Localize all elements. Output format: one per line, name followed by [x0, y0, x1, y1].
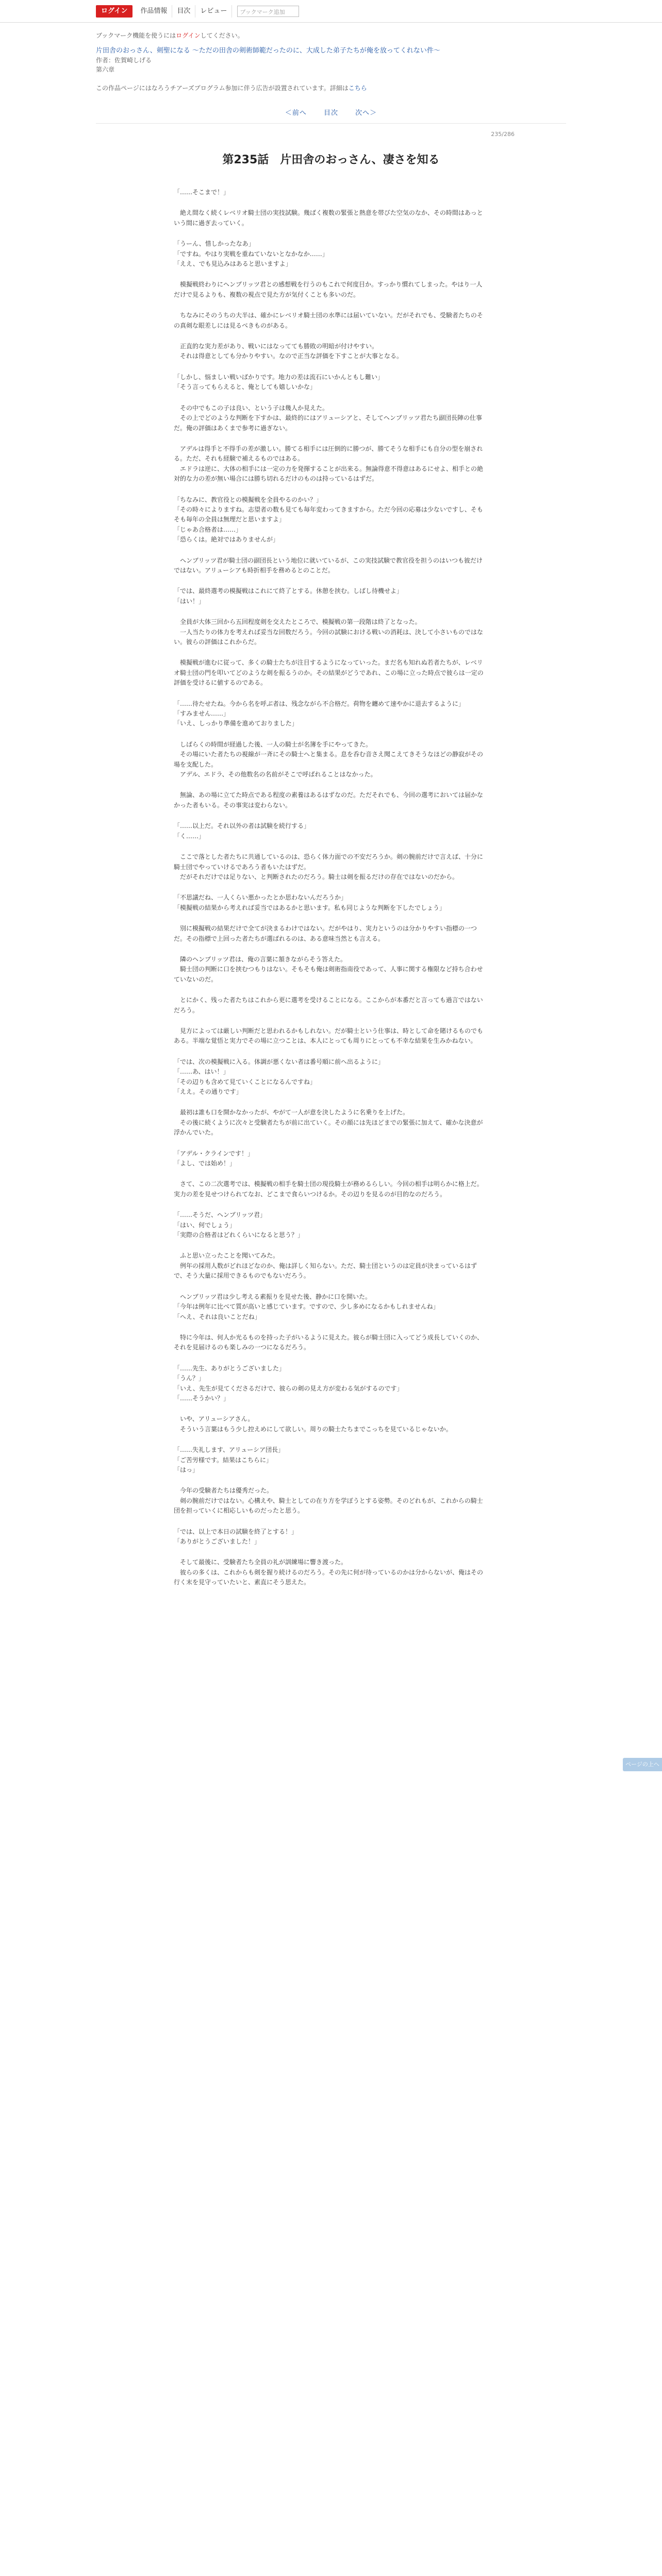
novel-body	[174, 188, 488, 1588]
body-paragraph: ちなみにそのうちの大半は、確かにレベリオ騎士団の水準には届いていない。だがそれでも、受験者たちのその真剣な眼差しには見るべきものがある。	[174, 312, 483, 329]
body-paragraph: 「では、次の模擬戦に入る。体調が悪くない者は番号順に前へ出るように」 「……あ、はい！」 「その辺りも含めて見ていくことになるんですね」 「ええ。その通りです」	[174, 1058, 385, 1095]
body-paragraph: 絶え間なく続くレベリオ騎士団の実技試験。幾ばく複数の緊張と熱意を帯びた空気のなか、その時間はあっという間に過ぎ去っていく。	[174, 209, 483, 227]
body-paragraph: その中でもこの子は良い、という子は幾人か見えた。 その上でどのような判断を下すかは、最終的にはアリューシアと、そしてヘンブリッツ君たち副団長陣の仕事だ。俺の評価はあくまで参考に過ぎない。	[174, 404, 482, 432]
body-paragraph: 特に今年は、何人か光るものを持った子がいるように見えた。彼らが騎士団に入ってどう成長していくのか、それを見届けるのも楽しみの一つになるだろう。	[174, 1333, 484, 1351]
bookmark-add-button[interactable]: ブックマーク追加	[237, 6, 299, 17]
top-bar-inner	[96, 5, 299, 18]
top-bar	[0, 0, 662, 23]
nav-toc[interactable]: 目次	[172, 5, 195, 18]
body-paragraph: 「……そうだ、ヘンブリッツ君」 「はい、何でしょう」 「実際の合格者はどれくらいになると思う？」	[174, 1211, 304, 1239]
main-content	[96, 31, 566, 1588]
notice-prefix: ブックマーク機能を使うには	[96, 32, 176, 39]
body-paragraph: 模擬戦が進むに従って、多くの騎士たちが注目するようになっていった。まだ名も知れぬ若者たちが、レベリオ騎士団の門を叩いてどのような剣を振るうのか。その結果がどうであれ、この場に立った時点で彼らは一定の評価を受けるに値するのである。	[174, 659, 484, 687]
body-paragraph: 「……失礼します、アリューシア団長」 「ご苦労様です。結果はこちらに」 「はっ」	[174, 1446, 284, 1473]
prev-link[interactable]: ＜前へ	[285, 109, 307, 117]
body-paragraph: ヘンブリッツ君が騎士団の副団長という地位に就いているが、この実技試験で教官役を担うのはいつも彼だけではない。アリューシアも時折相手を務めるとのことだ。	[174, 556, 483, 574]
body-paragraph: 「……以上だ。それ以外の者は試験を続行する」 「く……」	[174, 822, 310, 840]
body-paragraph: 「……先生、ありがとうございました」 「うん？」 「いえ、先生が見てくださるだけで、彼らの剣の見え方が変わる気がするのです」 「……そうかい？」	[174, 1364, 403, 1402]
body-paragraph: 隣のヘンブリッツ君は、俺の言葉に頷きながらそう答えた。 騎士団の判断に口を挟むつもりはない。そもそも俺は剣術指南役であって、人事に関する権限など持ち合わせていないのだ。	[174, 955, 483, 983]
body-paragraph: 無論、あの場に立てた時点である程度の素養はあるはずなのだ。ただそれでも、今回の選考においては届かなかった者もいる。その事実は変わらない。	[174, 791, 484, 809]
body-paragraph: 今年の受験者たちは優秀だった。 剣の腕前だけではない。心構えや、騎士としての在り方を学ぼうとする姿勢。そのどれもが、これからの騎士団を担っていくに相応しいものだったと思う。	[174, 1487, 483, 1515]
body-paragraph: 全員が大体三回から五回程度剣を交えたところで、模擬戦の第一段階は終了となった。 一人当たりの体力を考えれば妥当な回数だろう。今回の試験における戦いの消耗は、決して小さいものではない。彼らの評価はこれからだ。	[174, 618, 484, 646]
login-button[interactable]: ログイン	[96, 5, 133, 18]
body-paragraph: 「……そこまで！」	[174, 189, 230, 196]
page-counter: 235/286	[491, 131, 515, 138]
pager	[96, 107, 566, 117]
body-paragraph: アデルは得手と不得手の差が激しい。勝てる相手には圧倒的に勝つが、勝てそうな相手にも自分の型を崩される。ただ、それも経験で補えるものではある。 エドラは逆に、大体の相手には一定の力を発揮することが出来る。無論得意不得意はあるにせよ、相手との絶対的な力の差が無い場合には勝ち切れるだけのものは持っているはずだ。	[174, 445, 484, 483]
notice-suffix: してください。	[200, 32, 244, 39]
body-paragraph: 模擬戦終わりにヘンブリッツ君との感想戦を行うのもこれで何度目か。すっかり慣れてしまった。やはり一人だけで見るよりも、複数の視点で見た方が気付くことも多いのだ。	[174, 281, 483, 298]
ad-notice-text: この作品ページにはなろうチアーズプログラム参加に伴う広告が設置されています。詳細は	[96, 84, 349, 92]
body-paragraph: 「不思議だね、一人くらい悪かったとか思わないんだろうか」 「模擬戦の結果から考えれば妥当ではあるかと思います。私も同じような判断を下したでしょう」	[174, 894, 446, 911]
page-top-button[interactable]: ページの上へ	[623, 1758, 662, 1771]
nav-work-info[interactable]: 作品情報	[136, 5, 172, 18]
body-paragraph: ここで落とした者たちに共通しているのは、恐らく体力面での不安だろうか。剣の腕前だけで言えば、十分に騎士団でやっていけるであろう者もいたはずだ。 だがそれだけでは足りない、と判断されたのだろう。騎士は剣を振るだけの存在ではないのだから。	[174, 853, 484, 880]
body-paragraph: 最初は誰も口を開かなかったが、やがて一人が意を決したように名乗りを上げた。 その後に続くように次々と受験者たちが前に出ていく。その顔には先ほどまでの緊張に加えて、確かな決意が浮かんでいた。	[174, 1109, 483, 1137]
author-name[interactable]: 作者：佐賀崎しげる	[96, 57, 152, 64]
ad-notice	[96, 83, 566, 93]
body-paragraph: 「では、以上で本日の試験を終了とする！」 「ありがとうございました！」	[174, 1528, 298, 1545]
body-paragraph: ヘンブリッツ君は少し考える素振りを見せた後、静かに口を開いた。 「今年は例年に比べて質が高いと感じています。ですので、少し多めになるかもしれませんね」 「へえ、それは良いことだね」	[174, 1293, 439, 1320]
body-paragraph: 「うーん、惜しかったなあ」 「ですね。やはり実戦を重ねていないとなかなか……」 「ええ、でも見込みはあると思いますよ」	[174, 240, 328, 268]
episode-title: 第235話 片田舎のおっさん、凄さを知る	[222, 154, 440, 166]
body-paragraph: しばらくの時間が経過した後、一人の騎士が名簿を手にやってきた。 その場にいた者たちの視線が一斉にその騎士へと集まる。息を呑む音さえ聞こえてきそうなほどの静寂がその場を支配した。 アデル、エドラ、その他数名の名前がそこで呼ばれることはなかった。	[174, 740, 484, 778]
chapter-label: 第六章	[96, 66, 115, 73]
toc-link[interactable]: 目次	[323, 109, 338, 117]
series-title-link[interactable]: 片田舎のおっさん、剣聖になる 〜ただの田舎の剣術師範だったのに、大成した弟子たちが俺を放ってくれない件〜	[96, 47, 440, 55]
body-paragraph: そして最後に、受験者たち全員の礼が訓練場に響き渡った。 彼らの多くは、これからも剣を握り続けるのだろう。その先に何が待っているのかは分からないが、俺はその行く末を見守っていたいと、素直にそう思えた。	[174, 1558, 484, 1586]
body-paragraph: ふと思い立ったことを聞いてみた。 例年の採用人数がどれほどなのか、俺は詳しく知らない。ただ、騎士団というのは定員が決まっているはずで、そう大量に採用できるものでもないだろう。	[174, 1252, 477, 1280]
nav-review[interactable]: レビュー	[195, 5, 232, 18]
body-paragraph: 「……待たせたね。今から名を呼ぶ者は、残念ながら不合格だ。荷物を纏めて速やかに退去するように」 「すみません……」 「いえ、しっかり準備を進めておりました」	[174, 700, 465, 727]
body-paragraph: 正直的な実力差があり、戦いにはなってても勝敗の明暗が付けやすい。 それは得意としても分かりやすい。なので正当な評価を下すことが大事となる。	[180, 343, 403, 360]
notice-login-link[interactable]: ログイン	[176, 32, 201, 39]
body-paragraph: 別に模擬戦の結果だけで全てが決まるわけではない。だがやはり、実力というのは分かりやすい指標の一つだ。その指標で上回った者たちが選ばれるのは、ある意味当然とも言える。	[174, 925, 477, 942]
body-paragraph: 「アデル・クラインです！」 「よし、では始め！」	[174, 1149, 254, 1167]
body-paragraph: 「では、最終選考の模擬戦はこれにて終了とする。休憩を挟む。しばし待機せよ」 「はい！」	[174, 587, 403, 605]
body-paragraph: 「ちなみに、教官役との模擬戦を全員やるのかい？」 「その時々によりますね。志望者の数も見ても毎年変わってきますから。ただ今回の応募は少ないですし、そもそも毎年の全員は無理だと思いますよ」 「じゃあ合格者は……」 「恐らくは。絶対ではありませんが」	[174, 496, 483, 544]
next-link[interactable]: 次へ＞	[355, 109, 377, 117]
body-paragraph: 見方によっては厳しい判断だと思われるかもしれない。だが騎士という仕事は、時として命を賭けるものでもある。半端な覚悟と実力でその場に立つことは、本人にとっても周りにとっても不幸な結果を生みかねない。	[174, 1027, 484, 1045]
divider	[96, 123, 566, 124]
body-paragraph: いや、アリューシアさん。 そういう言葉はもう少し控えめにして欲しい。周りの騎士たちまでこっちを見ているじゃないか。	[180, 1415, 452, 1433]
body-paragraph: とにかく、残った者たちはこれから更に選考を受けることになる。ここからが本番だと言っても過言ではないだろう。	[174, 996, 483, 1014]
login-notice	[96, 31, 566, 40]
ad-notice-link[interactable]: こちら	[348, 84, 367, 92]
body-paragraph: さて、この二次選考では、模擬戦の相手を騎士団の現役騎士が務めるらしい。今回の相手は明らかに格上だ。実力の差を見せつけられてなお、どこまで食らいつけるか。その辺りを見るのが目的なのだろう。	[174, 1180, 483, 1198]
body-paragraph: 「しかし、悩ましい戦いばかりです。地力の差は流石にいかんともし難い」 「そう言ってもらえると、俺としても嬉しいかな」	[174, 373, 384, 391]
